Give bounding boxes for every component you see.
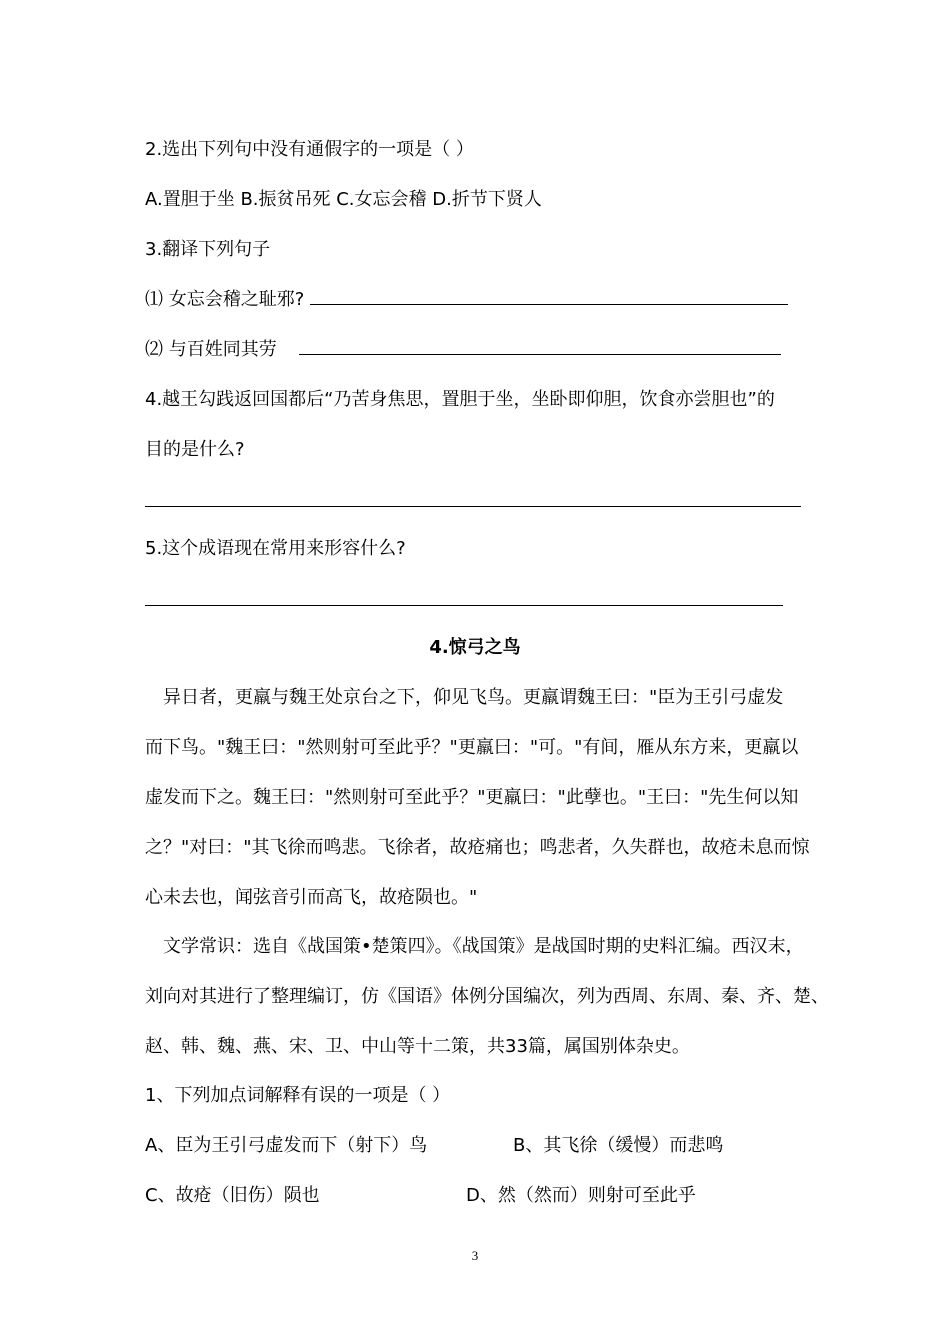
page-number: 3 bbox=[471, 1248, 479, 1263]
question-3-prompt: 3.翻译下列句子 bbox=[145, 239, 271, 260]
note-line-3: 赵、韩、魏、燕、宋、卫、中山等十二策，共33篇，属国别体杂史。 bbox=[145, 1036, 690, 1057]
answer-blank-3-1[interactable] bbox=[310, 290, 788, 305]
question-2-options: A.置胆于坐 B.振贫吊死 C.女忘会稽 D.折节下贤人 bbox=[145, 189, 542, 210]
question-3-item-2 bbox=[145, 338, 781, 362]
question-3-item-1-text: ⑴ 女忘会稽之耻邪? bbox=[145, 289, 310, 310]
question-2-prompt: 2.选出下列句中没有通假字的一项是（ ） bbox=[145, 139, 474, 160]
section-title: 4.惊弓之鸟 bbox=[429, 637, 521, 658]
mc-1-option-b: B、其飞徐（缓慢）而悲鸣 bbox=[513, 1135, 724, 1156]
mc-1-prompt: 1、下列加点词解释有误的一项是（ ） bbox=[145, 1085, 451, 1106]
mc-1-option-d: D、然（然而）则射可至此乎 bbox=[466, 1185, 696, 1206]
question-3-item-2-text: ⑵ 与百姓同其劳 bbox=[145, 339, 277, 360]
mc-1-option-c: C、故疮（旧伤）陨也 bbox=[145, 1185, 320, 1206]
passage-line-4: 之？"对曰："其飞徐而鸣悲。飞徐者，故疮痛也；鸣悲者，久失群也，故疮未息而惊 bbox=[145, 837, 810, 858]
answer-line-5[interactable] bbox=[145, 605, 783, 606]
question-3-item-1 bbox=[145, 288, 788, 312]
answer-blank-3-2[interactable] bbox=[299, 340, 781, 355]
question-4-line-2: 目的是什么? bbox=[145, 439, 245, 460]
answer-line-4[interactable] bbox=[145, 506, 801, 507]
passage-line-1: 异日者，更羸与魏王处京台之下，仰见飞鸟。更羸谓魏王曰："臣为王引弓虚发 bbox=[145, 687, 784, 708]
question-4-line-1: 4.越王勾践返回国都后“乃苦身焦思，置胆于坐，坐卧即仰胆，饮食亦尝胆也”的 bbox=[145, 389, 775, 410]
note-line-2: 刘向对其进行了整理编订，仿《国语》体例分国编次，列为西周、东周、秦、齐、楚、 bbox=[145, 986, 829, 1007]
passage-line-3: 虚发而下之。魏王曰："然则射可至此乎？"更羸曰："此孽也。"王曰："先生何以知 bbox=[145, 787, 799, 808]
question-5-prompt: 5.这个成语现在常用来形容什么? bbox=[145, 538, 406, 559]
passage-line-5: 心未去也，闻弦音引而高飞，故疮陨也。" bbox=[145, 887, 478, 908]
passage-line-2: 而下鸟。"魏王曰："然则射可至此乎？"更羸曰："可。"有间，雁从东方来，更羸以 bbox=[145, 737, 799, 758]
mc-1-option-a: A、臣为王引弓虚发而下（射下）鸟 bbox=[145, 1135, 428, 1156]
note-line-1: 文学常识：选自《战国策•楚策四》。《战国策》是战国时期的史料汇编。西汉末， bbox=[145, 936, 804, 957]
